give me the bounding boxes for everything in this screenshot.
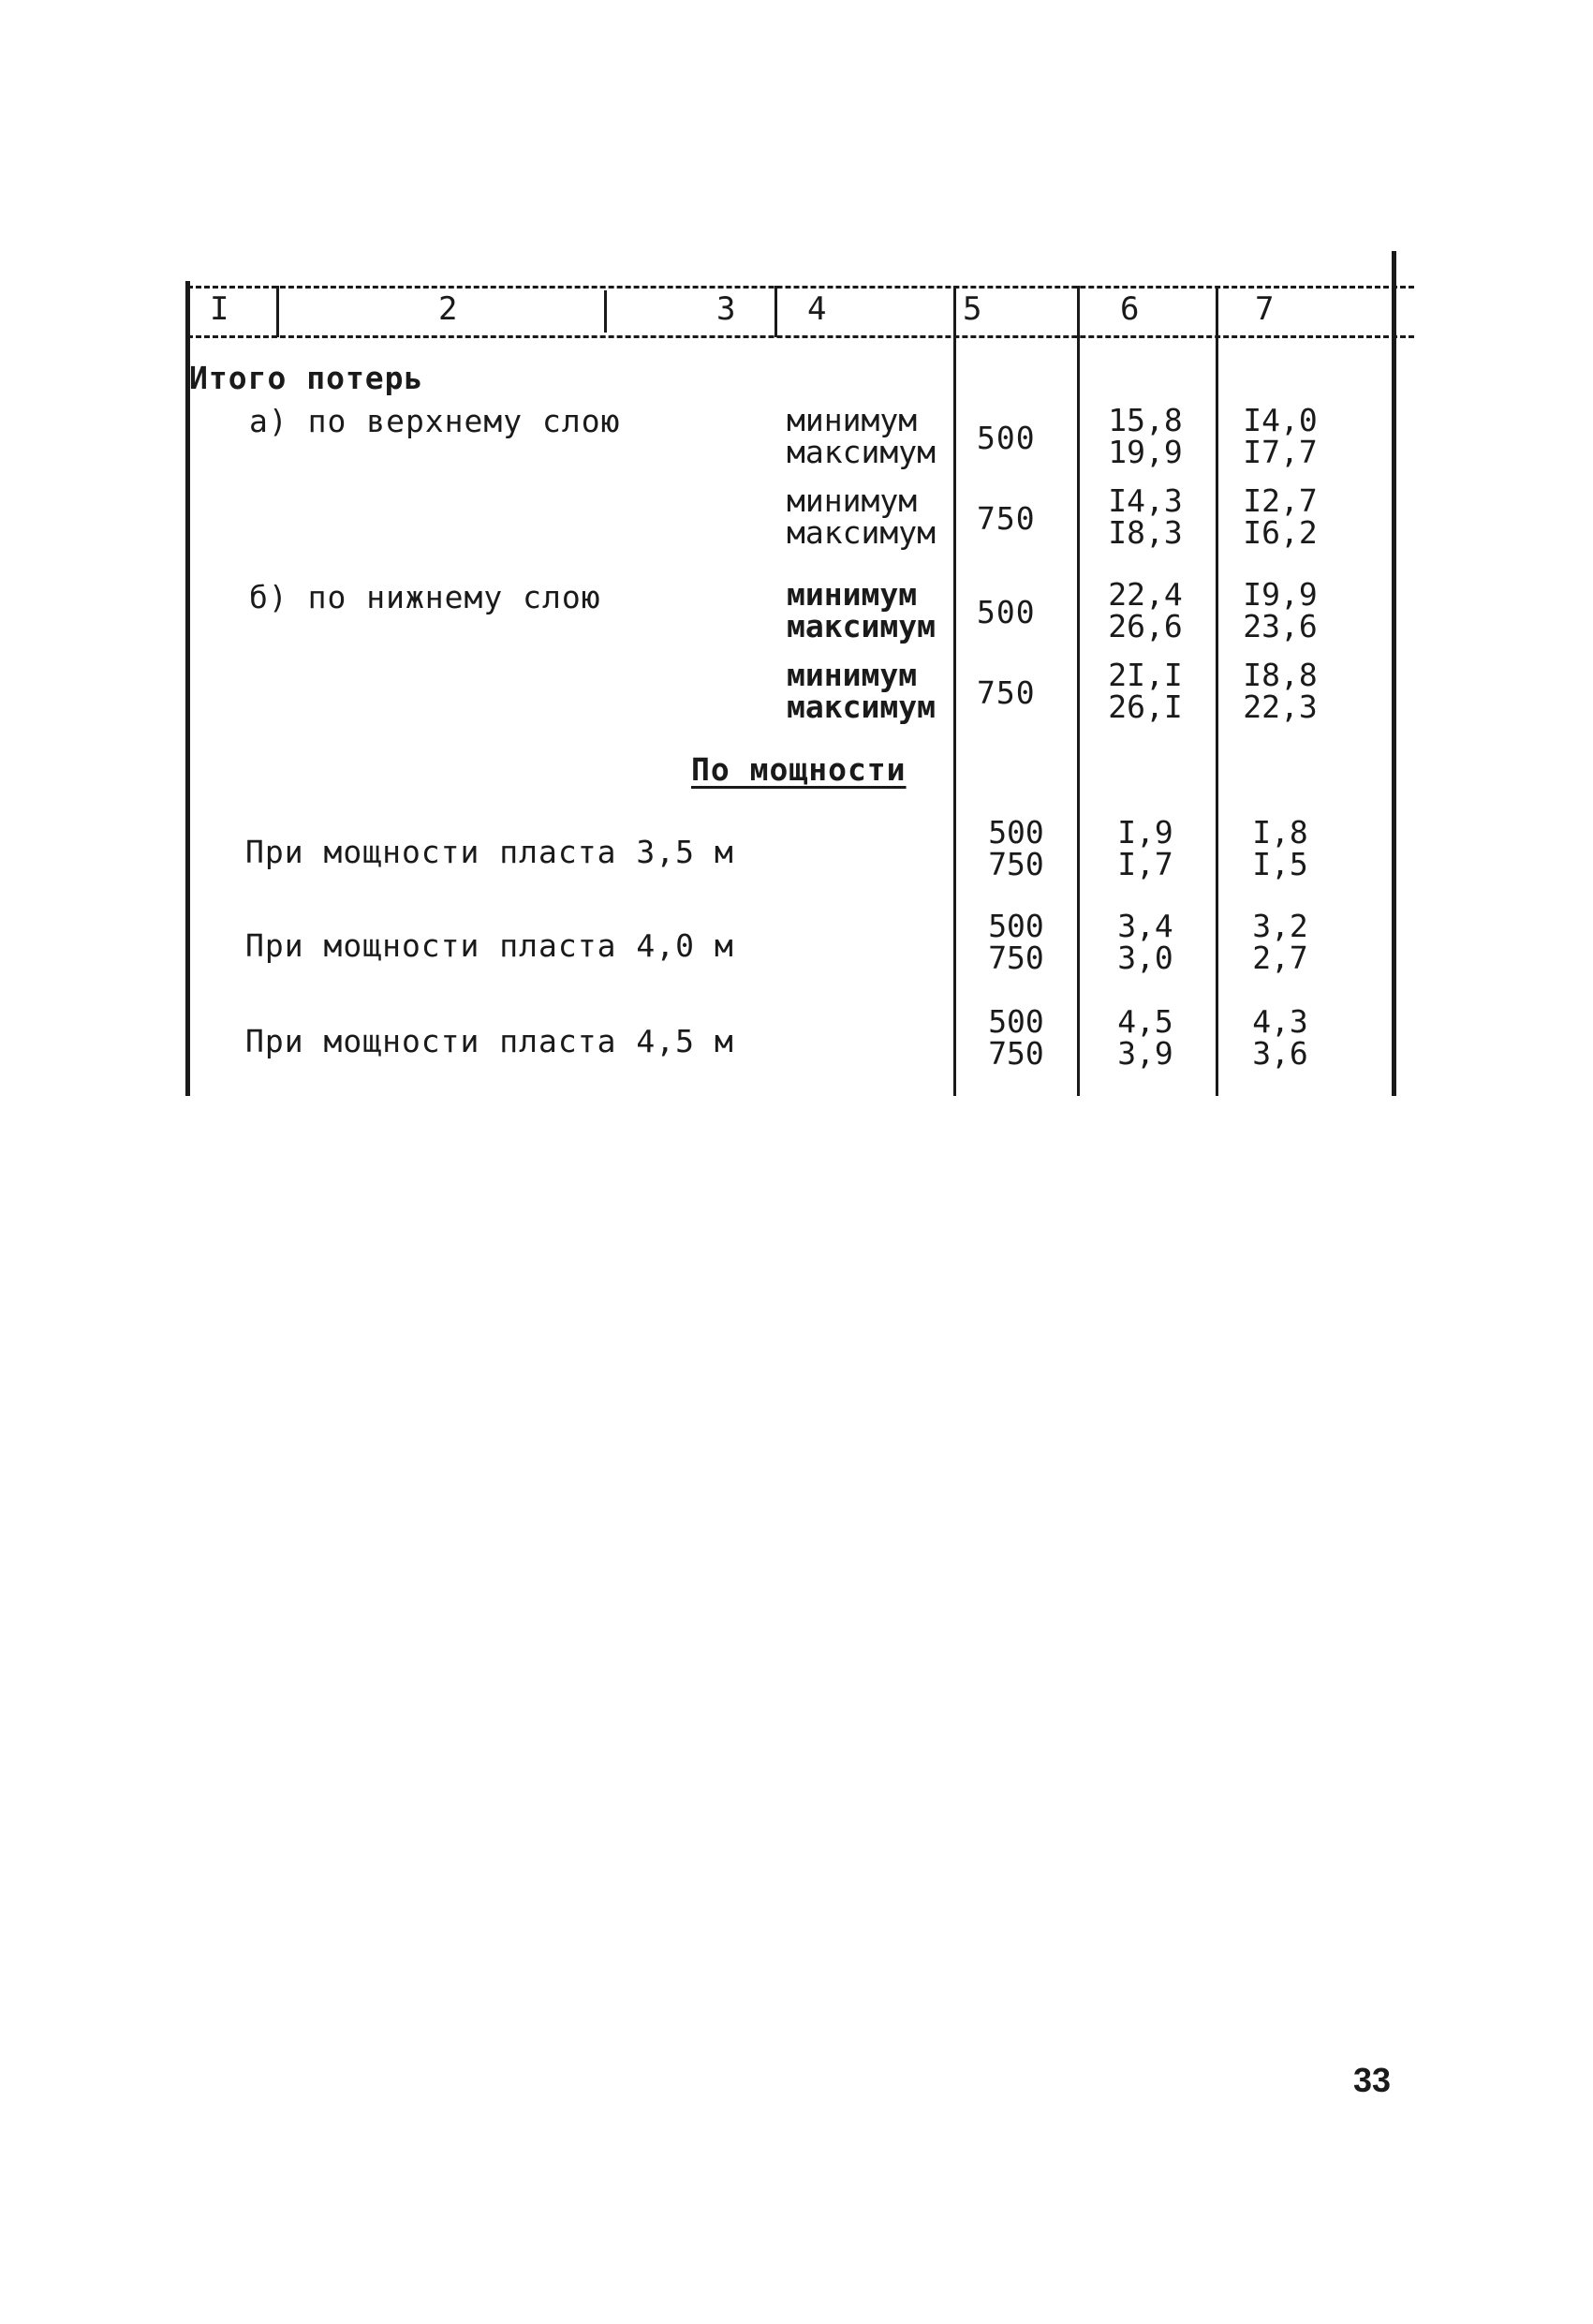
- thick-40-col7: [1229, 910, 1332, 974]
- thick-45-col6: [1094, 1003, 1197, 1072]
- min-label: минимум: [787, 657, 918, 693]
- max-label: максимум: [787, 608, 936, 644]
- thick-45-col7: [1229, 1003, 1332, 1072]
- header-top-rule: [187, 286, 1414, 289]
- value-min: 2I,I: [1108, 657, 1183, 693]
- thick-40-col6: [1094, 910, 1197, 974]
- value-750: 3,0: [1117, 940, 1173, 976]
- value-max: 19,9: [1108, 434, 1183, 470]
- upper-500-col6: [1094, 402, 1197, 470]
- value-max: I7,7: [1243, 434, 1318, 470]
- value-500: I,9: [1117, 814, 1173, 851]
- header-col-4: 4: [807, 290, 828, 328]
- value-750: 3,9: [1117, 1035, 1173, 1072]
- value-min: I9,9: [1243, 576, 1318, 613]
- lower-500-col5: 500: [977, 594, 1036, 630]
- value-max: 23,6: [1243, 608, 1318, 644]
- upper-500-col4: [787, 402, 936, 470]
- upper-layer-label: а) по верхнему слою: [249, 403, 621, 439]
- min-label: минимум: [787, 576, 918, 613]
- col3-divider: [774, 286, 777, 337]
- value-750: 2,7: [1252, 940, 1308, 976]
- value-500: 4,5: [1117, 1003, 1173, 1040]
- lower-500-col7: [1229, 576, 1332, 644]
- value-min: I8,8: [1243, 657, 1318, 693]
- thick-45-col5: [965, 1003, 1068, 1072]
- lower-layer-label: б) по нижнему слою: [249, 579, 601, 615]
- value-max: I8,3: [1108, 514, 1183, 551]
- thick-35-label: При мощности пласта 3,5 м: [245, 834, 734, 870]
- header-col-1: I: [210, 290, 230, 328]
- max-label: максимум: [787, 434, 936, 470]
- upper-750-col4: [787, 482, 936, 551]
- value-500: 4,3: [1252, 1003, 1308, 1040]
- thick-35-col5: [965, 814, 1068, 882]
- header-col-3: 3: [716, 290, 737, 328]
- total-losses-label: Итого потерь: [189, 360, 424, 396]
- value-max: 26,6: [1108, 608, 1183, 644]
- upper-500-col5: 500: [977, 420, 1036, 456]
- value-min: 15,8: [1108, 402, 1183, 438]
- header-col-5: 5: [963, 290, 983, 328]
- col6-divider: [1216, 286, 1218, 1096]
- lower-750-col7: [1229, 659, 1332, 723]
- lower-750-col4: [787, 659, 936, 723]
- min-label: минимум: [787, 402, 918, 438]
- value-min: I4,3: [1108, 482, 1183, 519]
- thick-45-label: При мощности пласта 4,5 м: [245, 1023, 734, 1059]
- upper-750-col5: 750: [977, 500, 1036, 537]
- thick-40-label: При мощности пласта 4,0 м: [245, 927, 734, 964]
- upper-500-col7: [1229, 402, 1332, 470]
- value-min: I4,0: [1243, 402, 1318, 438]
- thick-40-col5: [965, 910, 1068, 974]
- header-col-2: 2: [438, 290, 459, 328]
- lower-500-col4: [787, 576, 936, 644]
- value-500: 3,2: [1252, 908, 1308, 944]
- col4-divider: [953, 286, 956, 1096]
- value-500: I,8: [1252, 814, 1308, 851]
- value-min: 22,4: [1108, 576, 1183, 613]
- header-col-6: 6: [1120, 290, 1141, 328]
- thick-35-col7: [1229, 814, 1332, 882]
- lower-750-col6: [1094, 659, 1197, 723]
- min-label: минимум: [787, 482, 918, 519]
- speed-750: 750: [988, 846, 1044, 882]
- lower-750-col5: 750: [977, 674, 1036, 711]
- page-number: 33: [1353, 2061, 1392, 2099]
- max-label: максимум: [787, 514, 936, 551]
- header-bottom-rule: [187, 335, 1414, 338]
- value-500: 3,4: [1117, 908, 1173, 944]
- table-right-border: [1392, 251, 1396, 1096]
- value-750: I,7: [1117, 846, 1173, 882]
- max-label: максимум: [787, 688, 936, 725]
- thick-35-col6: [1094, 814, 1197, 882]
- speed-500: 500: [988, 908, 1044, 944]
- upper-750-col6: [1094, 482, 1197, 551]
- lower-500-col6: [1094, 576, 1197, 644]
- value-750: I,5: [1252, 846, 1308, 882]
- value-750: 3,6: [1252, 1035, 1308, 1072]
- col5-divider: [1077, 286, 1080, 1096]
- speed-500: 500: [988, 814, 1044, 851]
- speed-500: 500: [988, 1003, 1044, 1040]
- table-left-border: [185, 281, 190, 1096]
- value-max: I6,2: [1243, 514, 1318, 551]
- col2-divider: [604, 290, 607, 333]
- value-min: I2,7: [1243, 482, 1318, 519]
- header-col-7: 7: [1255, 290, 1276, 328]
- value-max: 26,I: [1108, 688, 1183, 725]
- value-max: 22,3: [1243, 688, 1318, 725]
- speed-750: 750: [988, 940, 1044, 976]
- thickness-heading: По мощности: [691, 751, 907, 788]
- upper-750-col7: [1229, 482, 1332, 551]
- col1-divider: [276, 286, 279, 337]
- speed-750: 750: [988, 1035, 1044, 1072]
